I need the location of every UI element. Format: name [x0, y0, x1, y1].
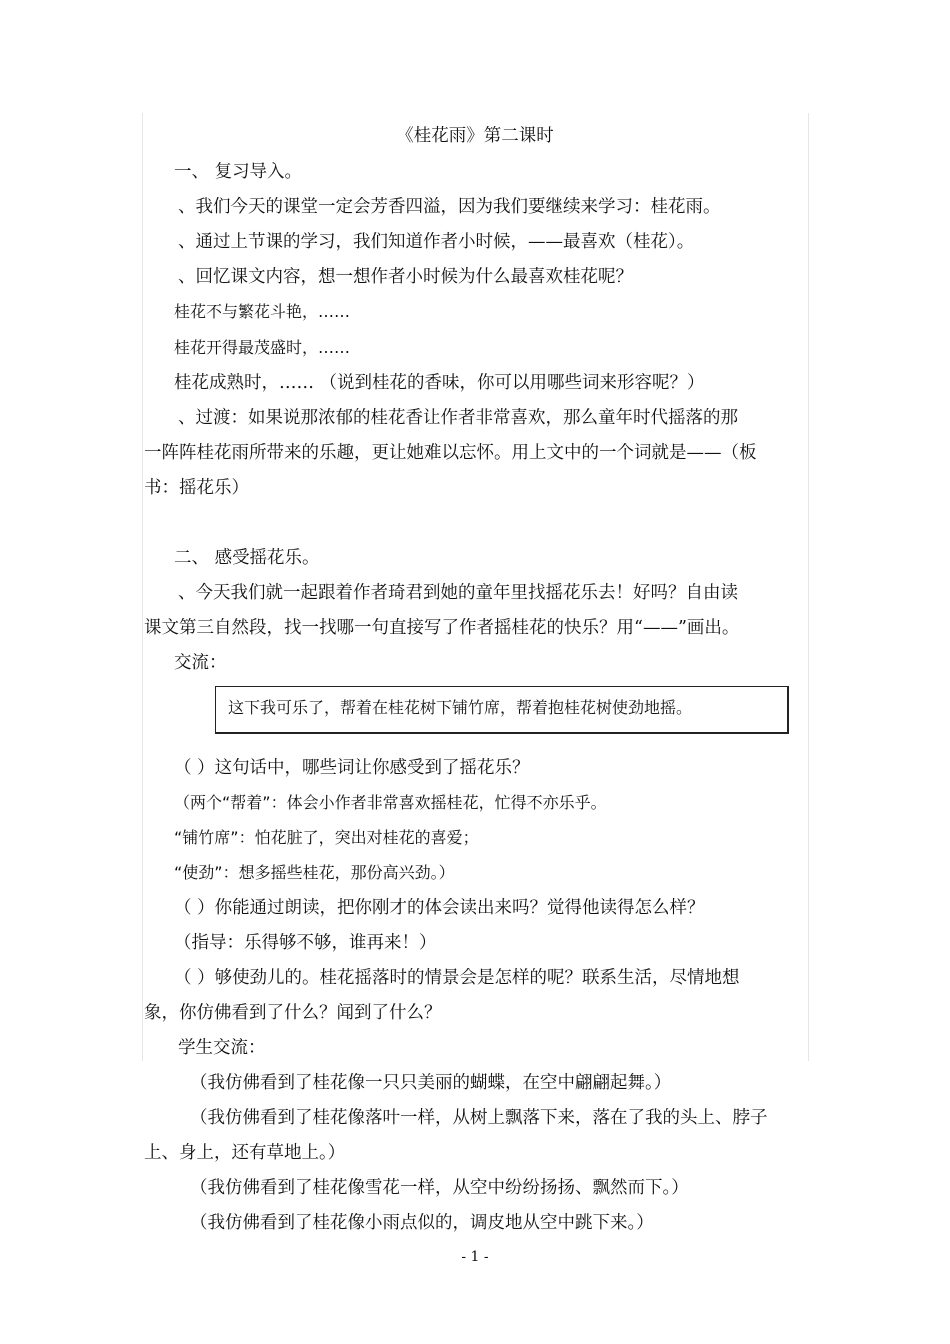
page-frame-right: [808, 113, 809, 1061]
section-heading-2: 二、 感受摇花乐。: [174, 548, 320, 568]
paragraph-line: 交流：: [174, 653, 227, 673]
student-answer-line: （我仿佛看到了桂花像雪花一样，从空中纷纷扬扬、飘然而下。）: [190, 1178, 689, 1198]
paragraph-line: 、今天我们就一起跟着作者琦君到她的童年里找摇花乐去！好吗？自由读: [178, 583, 738, 603]
document-title: 《桂花雨》第二课时: [396, 126, 554, 146]
answer-line: （两个“帮着”：体会小作者非常喜欢摇桂花，忙得不亦乐乎。: [174, 793, 607, 812]
boxed-sentence: [215, 686, 789, 734]
student-answer-line: （我仿佛看到了桂花像小雨点似的，调皮地从空中跳下来。）: [190, 1213, 654, 1233]
answer-line: “使劲”：想多摇些桂花，那份高兴劲。）: [174, 863, 455, 882]
paragraph-line: 、过渡：如果说那浓郁的桂花香让作者非常喜欢，那么童年时代摇落的那: [178, 408, 738, 428]
quote-line: 桂花不与繁花斗艳，……: [174, 302, 351, 321]
student-answer-line: （我仿佛看到了桂花像一只只美丽的蝴蝶，在空中翩翩起舞。）: [190, 1073, 672, 1093]
student-answer-line: （我仿佛看到了桂花像落叶一样，从树上飘落下来，落在了我的头上、脖子: [190, 1108, 768, 1128]
page-frame-left: [142, 113, 143, 1061]
quote-line: 桂花成熟时，…… （说到桂花的香味，你可以用哪些词来形容呢？）: [174, 373, 705, 393]
paragraph-line: 、我们今天的课堂一定会芳香四溢，因为我们要继续来学习：桂花雨。: [178, 197, 721, 217]
paragraph-line: 课文第三自然段，找一找哪一句直接写了作者摇桂花的快乐？用“——”画出。: [144, 618, 740, 638]
answer-line: “铺竹席”：怕花脏了，突出对桂花的喜爱；: [174, 828, 479, 847]
paragraph-line: 、回忆课文内容，想一想作者小时候为什么最喜欢桂花呢？: [178, 267, 633, 287]
paragraph-line: 、通过上节课的学习，我们知道作者小时候，——最喜欢（桂花）。: [178, 232, 695, 252]
question-line: 象，你仿佛看到了什么？闻到了什么？: [144, 1003, 442, 1023]
paragraph-line: 学生交流：: [178, 1038, 266, 1058]
question-line: （ ）你能通过朗读，把你刚才的体会读出来吗？觉得他读得怎么样？: [174, 898, 705, 918]
page-number: - 1 -: [461, 1249, 489, 1265]
paragraph-line: 一阵阵桂花雨所带来的乐趣，更让她难以忘怀。用上文中的一个词就是——（板: [144, 443, 757, 463]
answer-line: （指导：乐得够不够，谁再来！）: [174, 933, 437, 953]
student-answer-line: 上、身上，还有草地上。）: [144, 1143, 346, 1163]
section-heading-1: 一、 复习导入。: [174, 162, 303, 182]
quote-line: 桂花开得最茂盛时，……: [174, 338, 351, 357]
question-line: （ ）够使劲儿的。桂花摇落时的情景会是怎样的呢？联系生活，尽情地想: [174, 968, 740, 988]
boxed-sentence-text: 这下我可乐了，帮着在桂花树下铺竹席，帮着抱桂花树使劲地摇。: [228, 698, 693, 717]
paragraph-line: 书：摇花乐）: [144, 478, 249, 498]
question-line: （ ）这句话中，哪些词让你感受到了摇花乐？: [174, 758, 530, 778]
